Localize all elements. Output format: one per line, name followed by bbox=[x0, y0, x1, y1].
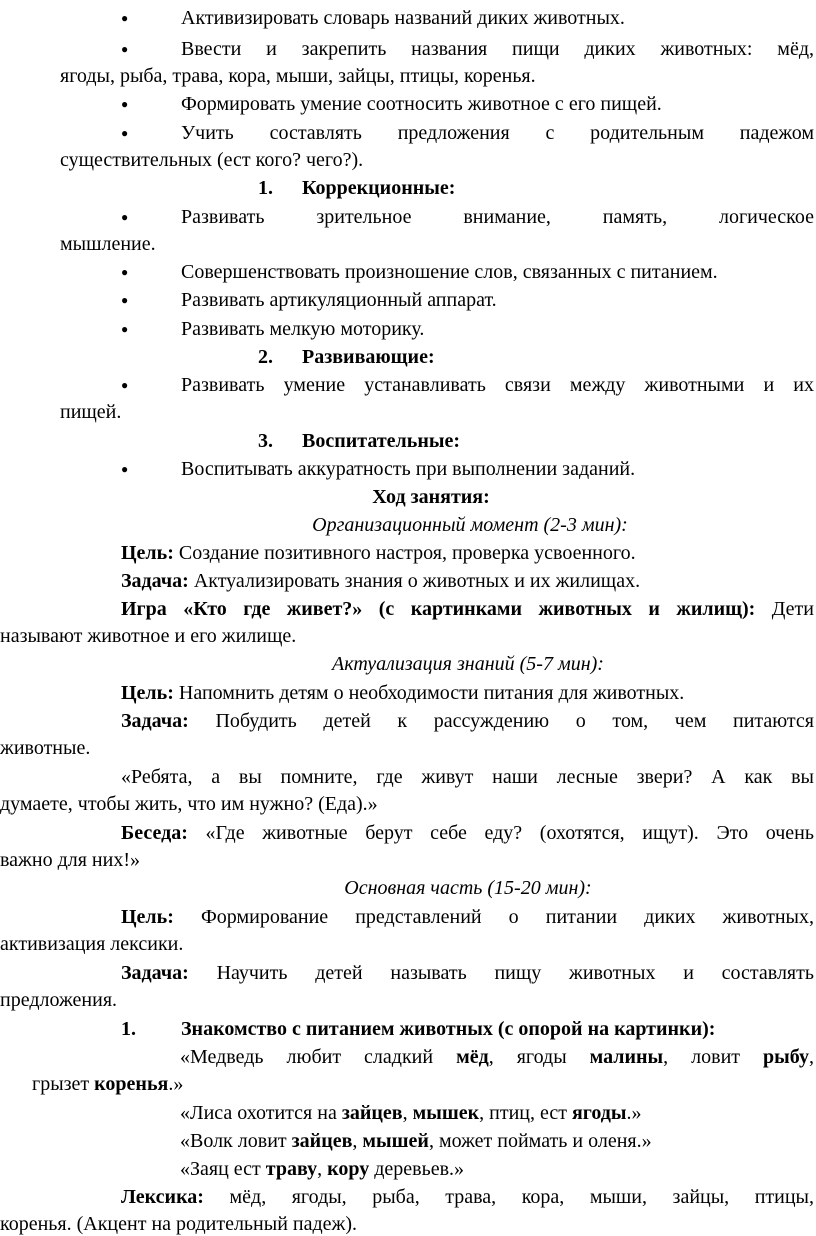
bullet-icon: ● bbox=[121, 293, 129, 307]
key-word: мышей bbox=[362, 1130, 429, 1152]
objective-item: Ввести и закрепить названия пищи диких животных: мёд, bbox=[181, 38, 814, 60]
vocab-text: мёд, ягоды, рыба, трава, кора, мыши, зайцы, птицы, bbox=[203, 1186, 814, 1208]
goal-text: Напомнить детям о необходимости питания для животных. bbox=[173, 682, 685, 704]
game-text: Дети bbox=[755, 598, 814, 620]
goal-text: Формирование представлений о питании диких животных, bbox=[173, 906, 814, 928]
bullet-icon: ● bbox=[121, 126, 129, 140]
game-line bbox=[121, 597, 814, 621]
fox-line bbox=[180, 1101, 642, 1125]
task-line-cont: животные. bbox=[0, 737, 91, 759]
section-number: 2. bbox=[258, 346, 273, 368]
sentence-text: «Лиса охотится на bbox=[180, 1102, 342, 1124]
sentence-text: , может поймать и оленя.» bbox=[428, 1130, 652, 1152]
talk-line bbox=[121, 821, 814, 845]
talk-text: «Где животные берут себе еду? (охотятся, ищут). Это очень bbox=[187, 822, 814, 844]
quote-line: «Ребята, а вы помните, где живут наши лесные звери? А как вы bbox=[121, 766, 814, 788]
stage-title: Основная часть (15-20 мин): bbox=[344, 877, 592, 899]
section-number: 1. bbox=[258, 177, 273, 199]
sentence-text: .» bbox=[168, 1073, 184, 1095]
sentence-text: , птиц, ест bbox=[479, 1102, 572, 1124]
developing-item: Развивать умение устанавливать связи между животными и их bbox=[181, 374, 814, 396]
bear-line bbox=[180, 1045, 814, 1069]
sentence-text: , ловит bbox=[663, 1046, 764, 1068]
developing-item-cont: пищей. bbox=[60, 401, 122, 423]
game-line-cont: называют животное и его жилище. bbox=[0, 625, 297, 647]
goal-label: Цель: bbox=[121, 682, 174, 704]
key-word: рыбу bbox=[763, 1046, 809, 1068]
key-word: мёд bbox=[456, 1046, 489, 1068]
key-word: зайцев bbox=[291, 1130, 353, 1152]
objective-item: Формировать умение соотносить животное с его пищей. bbox=[181, 93, 662, 115]
goal-line bbox=[121, 905, 814, 929]
goal-line bbox=[121, 541, 636, 565]
objective-item: Активизировать словарь названий диких животных. bbox=[181, 7, 625, 29]
sentence-text: , bbox=[317, 1158, 328, 1180]
key-word: ягоды bbox=[571, 1102, 627, 1124]
goal-line-cont: активизация лексики. bbox=[0, 933, 184, 955]
correctional-item: Совершенствовать произношение слов, связанных с питанием. bbox=[181, 261, 718, 283]
section-heading: Коррекционные: bbox=[302, 177, 456, 199]
bear-line-cont bbox=[32, 1072, 183, 1096]
bullet-icon: ● bbox=[121, 210, 129, 224]
task-line-cont: предложения. bbox=[0, 989, 118, 1011]
vocab-line bbox=[121, 1185, 814, 1209]
task-line bbox=[121, 569, 640, 593]
goal-line bbox=[121, 681, 684, 705]
sentence-text: «Заяц ест bbox=[180, 1158, 266, 1180]
objective-item-cont: ягоды, рыба, трава, кора, мыши, зайцы, птицы, коренья. bbox=[60, 65, 536, 87]
wolf-line bbox=[180, 1129, 652, 1153]
correctional-item: Развивать артикуляционный аппарат. bbox=[181, 289, 497, 311]
task-text: Актуализировать знания о животных и их жилищах. bbox=[188, 570, 641, 592]
goal-label: Цель: bbox=[121, 906, 174, 928]
key-word: коренья bbox=[94, 1073, 169, 1095]
key-word: зайцев bbox=[341, 1102, 403, 1124]
task-text: Научить детей называть пищу животных и составлять bbox=[188, 962, 814, 984]
task-text: Побудить детей к рассуждению о том, чем питаются bbox=[188, 710, 814, 732]
key-word: траву bbox=[265, 1158, 318, 1180]
game-label: Игра «Кто где живет?» (с картинками животных и жилищ): bbox=[121, 598, 756, 620]
correctional-item: Развивать мелкую моторику. bbox=[181, 318, 425, 340]
sentence-text: «Волк ловит bbox=[180, 1130, 292, 1152]
objective-item-cont: существительных (ест кого? чего?). bbox=[60, 149, 364, 171]
vocab-line-cont: коренья. (Акцент на родительный падеж). bbox=[0, 1213, 358, 1235]
bullet-icon: ● bbox=[121, 42, 129, 56]
key-word: мышек bbox=[412, 1102, 480, 1124]
stage-title: Организационный момент (2-3 мин): bbox=[312, 514, 628, 536]
stage-title: Актуализация знаний (5-7 мин): bbox=[332, 653, 604, 675]
task-line bbox=[121, 961, 814, 985]
vocab-label: Лексика: bbox=[121, 1186, 204, 1208]
bullet-icon: ● bbox=[121, 462, 129, 476]
bullet-icon: ● bbox=[121, 97, 129, 111]
correctional-item-cont: мышление. bbox=[60, 233, 156, 255]
goal-label: Цель: bbox=[121, 542, 174, 564]
sentence-text: , ягоды bbox=[488, 1046, 590, 1068]
section-heading: Развивающие: bbox=[302, 346, 435, 368]
sentence-text: , bbox=[402, 1102, 413, 1124]
objective-item: Учить составлять предложения с родительным падежом bbox=[181, 122, 814, 144]
sentence-text: , bbox=[809, 1046, 814, 1068]
sentence-text: «Медведь любит сладкий bbox=[180, 1046, 457, 1068]
bullet-icon: ● bbox=[121, 322, 129, 336]
task-label: Задача: bbox=[121, 962, 189, 984]
bullet-icon: ● bbox=[121, 265, 129, 279]
key-word: малины bbox=[589, 1046, 664, 1068]
sentence-text: , bbox=[352, 1130, 363, 1152]
sentence-text: .» bbox=[626, 1102, 642, 1124]
sentence-text: деревьев.» bbox=[369, 1158, 465, 1180]
section-number: 3. bbox=[258, 430, 273, 452]
item-number: 1. bbox=[121, 1018, 136, 1040]
correctional-item: Развивать зрительное внимание, память, логическое bbox=[181, 206, 814, 228]
quote-line-cont: думаете, чтобы жить, что им нужно? (Еда).» bbox=[0, 793, 378, 815]
goal-text: Создание позитивного настроя, проверка усвоенного. bbox=[173, 542, 636, 564]
section-heading: Воспитательные: bbox=[302, 430, 460, 452]
task-line bbox=[121, 709, 814, 733]
bullet-icon: ● bbox=[121, 11, 129, 25]
educational-item: Воспитывать аккуратность при выполнении заданий. bbox=[181, 458, 636, 480]
lesson-heading: Ход занятия: bbox=[372, 486, 490, 508]
talk-label: Беседа: bbox=[121, 822, 188, 844]
sentence-text: грызет bbox=[32, 1073, 95, 1095]
hare-line bbox=[180, 1157, 464, 1181]
talk-line-cont: важно для них!» bbox=[0, 849, 140, 871]
task-label: Задача: bbox=[121, 570, 189, 592]
key-word: кору bbox=[327, 1158, 370, 1180]
item-heading: Знакомство с питанием животных (с опорой на картинки): bbox=[181, 1018, 716, 1040]
bullet-icon: ● bbox=[121, 378, 129, 392]
task-label: Задача: bbox=[121, 710, 189, 732]
